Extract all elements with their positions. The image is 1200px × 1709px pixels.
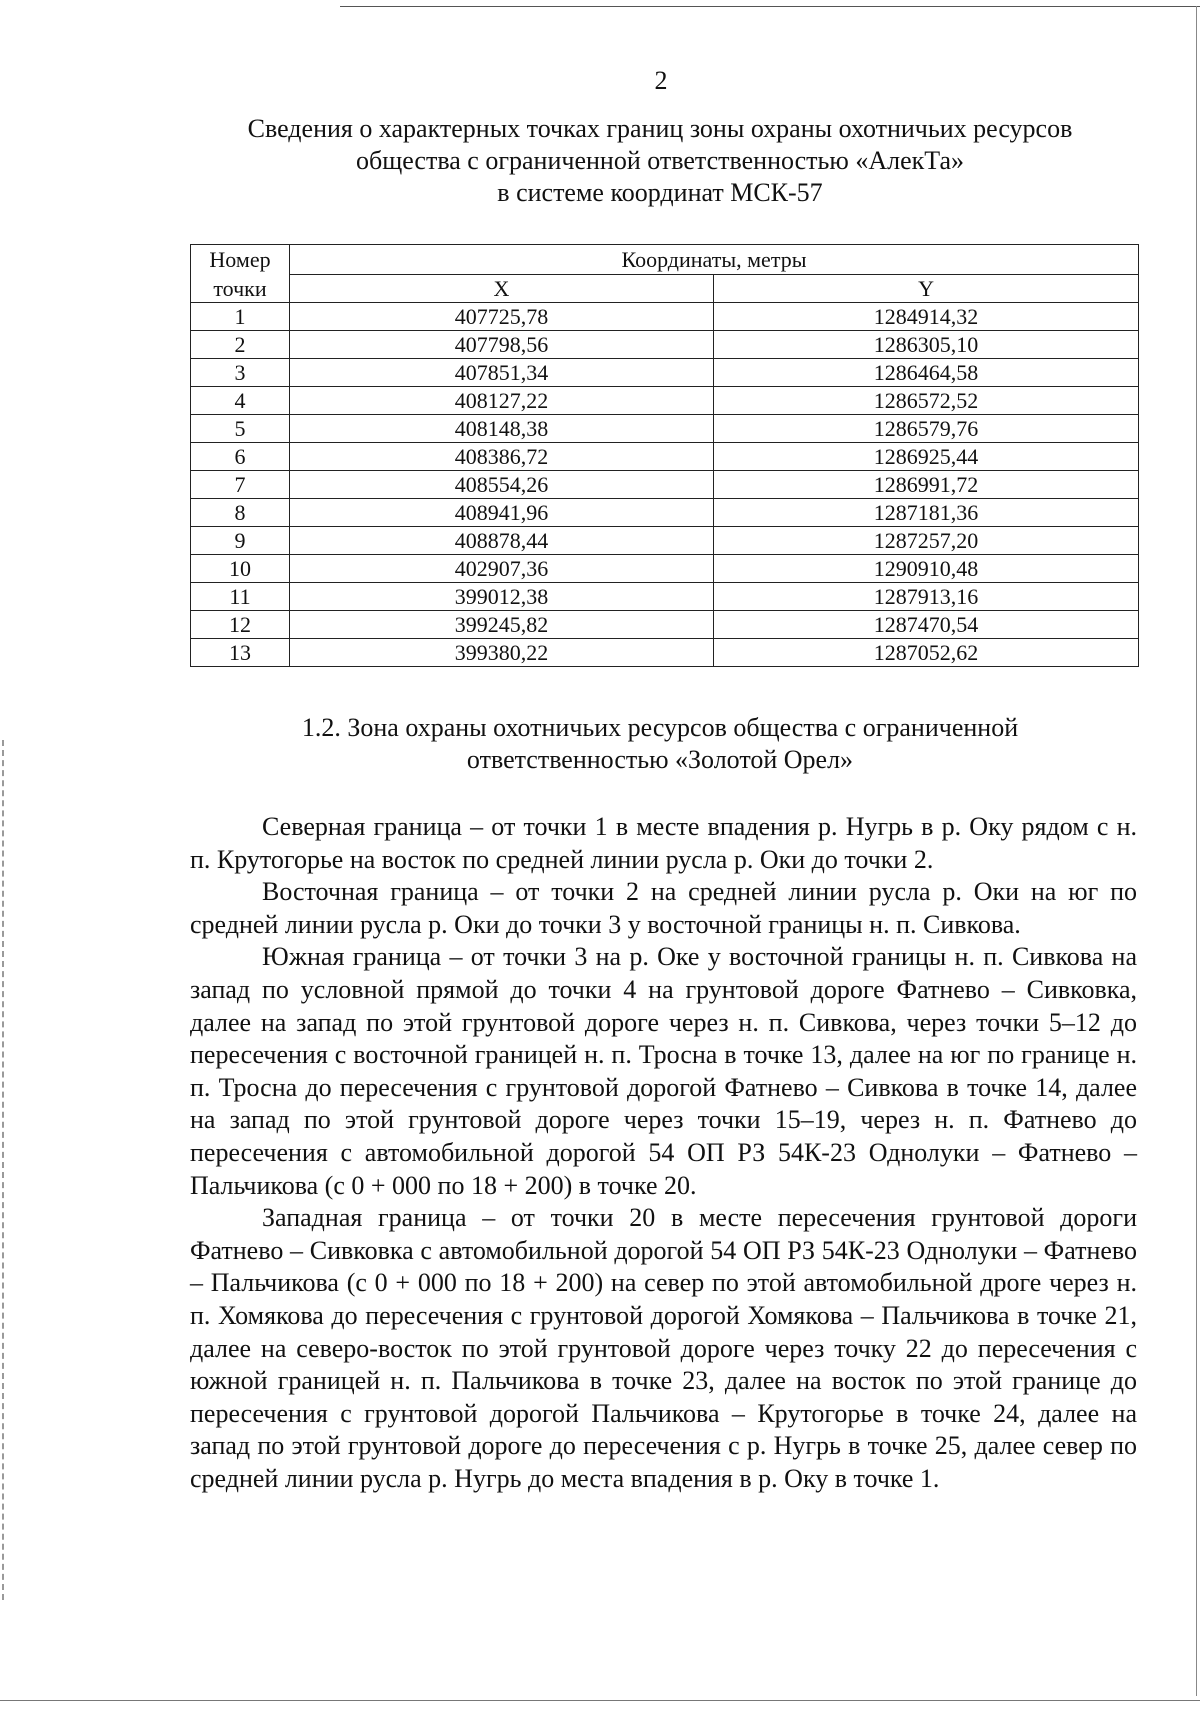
x-coordinate-cell: 399380,22 xyxy=(290,639,714,667)
point-number-cell: 7 xyxy=(191,471,290,499)
y-coordinate-cell: 1287181,36 xyxy=(714,499,1139,527)
y-coordinate-cell: 1286464,58 xyxy=(714,359,1139,387)
point-number-cell: 6 xyxy=(191,443,290,471)
table-row xyxy=(191,611,1139,639)
x-coordinate-cell: 399245,82 xyxy=(290,611,714,639)
x-coordinate-cell: 407725,78 xyxy=(290,303,714,331)
paragraph-east-border: Восточная граница – от точки 2 на средней линии русла р. Оки на юг по средней линии русла р. Оки до точки 3 у восточной границы н. п. Сивкова. xyxy=(190,877,1137,939)
section-heading-line-1: 1.2. Зона охраны охотничьих ресурсов общества с ограниченной xyxy=(301,713,1019,742)
point-number-cell: 4 xyxy=(191,387,290,415)
point-number-cell: 12 xyxy=(191,611,290,639)
paragraph-west-border: Западная граница – от точки 20 в месте пересечения грунтовой дороги Фатнево – Сивковка с автомобильной дорогой 54 ОП РЗ 54К-23 Однолуки – Фатнево – Пальчикова (с 0 + 000 по 18 + 200) на север по этой автомобильной дроге через н. п. Хомякова до пересечения с грунтовой дорогой Хомякова – Пальчикова в точке 21, далее на северо-восток по этой грунтовой дороге через точку 22 до пересечения с южной границей н. п. Пальчикова в точке 23, далее на восток по этой границе до пересечения с грунтовой дорогой Пальчикова – Крутогорье в точке 24, далее на запад по этой грунтовой дороге до пересечения с р. Нугрь в точке 25, далее север по средней линии русла р. Нугрь до места впадения в р. Оку в точке 1. xyxy=(190,1203,1137,1493)
page-number: 2 xyxy=(654,66,668,95)
y-coordinate-cell: 1286305,10 xyxy=(714,331,1139,359)
header-point-number-bottom: точки xyxy=(191,275,290,303)
title-line-2: общества с ограниченной ответственностью «АлекТа» xyxy=(355,146,965,175)
x-coordinate-cell: 408148,38 xyxy=(290,415,714,443)
table-row xyxy=(191,499,1139,527)
table-row xyxy=(191,359,1139,387)
table-row xyxy=(191,527,1139,555)
point-number-cell: 8 xyxy=(191,499,290,527)
x-coordinate-cell: 399012,38 xyxy=(290,583,714,611)
point-number-cell: 10 xyxy=(191,555,290,583)
table-row xyxy=(191,387,1139,415)
coordinates-table xyxy=(190,244,1139,667)
point-number-cell: 2 xyxy=(191,331,290,359)
x-coordinate-cell: 407851,34 xyxy=(290,359,714,387)
y-coordinate-cell: 1284914,32 xyxy=(714,303,1139,331)
left-scan-edge xyxy=(2,740,4,1600)
x-coordinate-cell: 408127,22 xyxy=(290,387,714,415)
header-point-number-top: Номер xyxy=(191,245,290,275)
right-border-line xyxy=(1196,6,1197,1696)
table-row xyxy=(191,555,1139,583)
x-coordinate-cell: 402907,36 xyxy=(290,555,714,583)
paragraph-south-border: Южная граница – от точки 3 на р. Оке у восточной границы н. п. Сивкова на запад по условной прямой до точки 4 на грунтовой дороге Фатнево – Сивковка, далее на запад по этой грунтовой дороге через н. п. Сивкова, через точки 5–12 до пересечения с восточной границей н. п. Тросна в точке 13, далее на юг по границе н. п. Тросна до пересечения с грунтовой дорогой Фатнево – Сивкова в точке 14, далее на запад по этой грунтовой дороге через точки 15–19, через н. п. Фатнево до пересечения с автомобильной дорогой 54 ОП РЗ 54К-23 Однолуки – Фатнево – Пальчикова (с 0 + 000 по 18 + 200) в точке 20. xyxy=(190,942,1137,1200)
header-y: Y xyxy=(714,275,1139,303)
section-body xyxy=(190,811,1137,1495)
y-coordinate-cell: 1287257,20 xyxy=(714,527,1139,555)
point-number-cell: 9 xyxy=(191,527,290,555)
table-row xyxy=(191,583,1139,611)
y-coordinate-cell: 1286925,44 xyxy=(714,443,1139,471)
y-coordinate-cell: 1286572,52 xyxy=(714,387,1139,415)
table-row xyxy=(191,303,1139,331)
paragraph-north-border: Северная граница – от точки 1 в месте впадения р. Нугрь в р. Оку рядом с н. п. Крутогорье на восток по средней линии русла р. Оки до точки 2. xyxy=(190,812,1137,874)
header-x: X xyxy=(290,275,714,303)
x-coordinate-cell: 408554,26 xyxy=(290,471,714,499)
point-number-cell: 1 xyxy=(191,303,290,331)
table-row xyxy=(191,639,1139,667)
x-coordinate-cell: 408941,96 xyxy=(290,499,714,527)
bottom-border-line xyxy=(0,1700,1200,1701)
title-line-1: Сведения о характерных точках границ зоны охраны охотничьих ресурсов xyxy=(247,114,1073,143)
table-row xyxy=(191,415,1139,443)
y-coordinate-cell: 1287052,62 xyxy=(714,639,1139,667)
top-border-line xyxy=(340,6,1200,7)
document-title xyxy=(190,113,1130,209)
y-coordinate-cell: 1290910,48 xyxy=(714,555,1139,583)
point-number-cell: 13 xyxy=(191,639,290,667)
point-number-cell: 3 xyxy=(191,359,290,387)
section-heading-line-2: ответственностью «Золотой Орел» xyxy=(466,745,854,774)
x-coordinate-cell: 407798,56 xyxy=(290,331,714,359)
table-row xyxy=(191,471,1139,499)
coordinates-table-body xyxy=(191,303,1139,667)
y-coordinate-cell: 1287913,16 xyxy=(714,583,1139,611)
header-coordinates: Координаты, метры xyxy=(290,245,1139,275)
table-row xyxy=(191,443,1139,471)
x-coordinate-cell: 408386,72 xyxy=(290,443,714,471)
y-coordinate-cell: 1287470,54 xyxy=(714,611,1139,639)
y-coordinate-cell: 1286991,72 xyxy=(714,471,1139,499)
title-line-3: в системе координат МСК-57 xyxy=(497,178,823,207)
table-row xyxy=(191,331,1139,359)
point-number-cell: 11 xyxy=(191,583,290,611)
section-heading xyxy=(190,712,1130,776)
point-number-cell: 5 xyxy=(191,415,290,443)
y-coordinate-cell: 1286579,76 xyxy=(714,415,1139,443)
x-coordinate-cell: 408878,44 xyxy=(290,527,714,555)
